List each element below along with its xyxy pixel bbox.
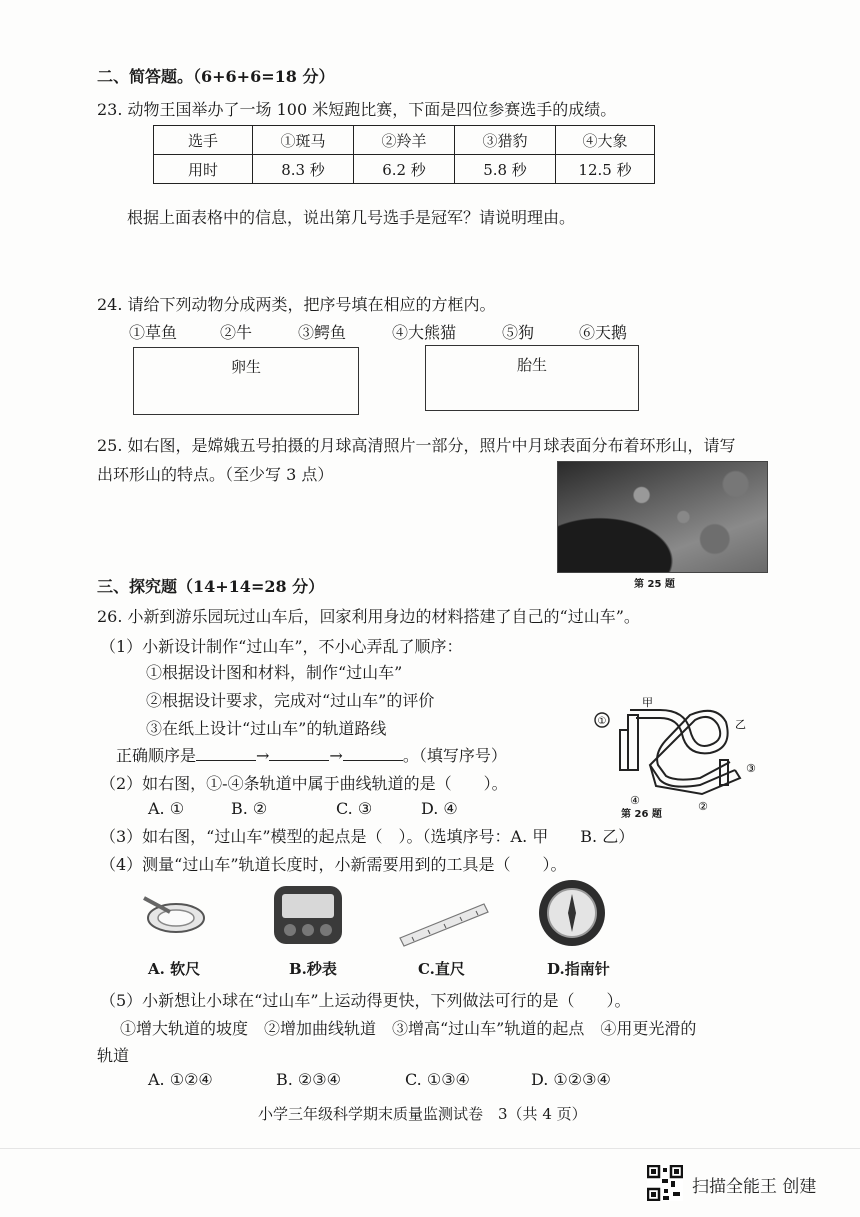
table-cell: ①斑马 [253,126,354,155]
order-blank-1[interactable] [196,746,256,761]
tool-b-label: B.秒表 [289,960,337,978]
table-cell: ③猎豹 [455,126,556,155]
table-cell: 6.2 秒 [354,155,455,184]
stopwatch-image [272,884,344,946]
q26-p2-option-d: D. ④ [421,799,458,818]
q26-step-3: ③在纸上设计“过山车”的轨道路线 [146,719,387,738]
order-hint: 。（填写序号） [402,746,507,765]
ruler-image [398,900,490,948]
figure-label-2: ② [698,800,708,813]
qr-code-icon [647,1165,683,1201]
q24-animal: ②牛 [220,323,253,342]
q26-part-1: （1）小新设计制作“过山车”，不小心弄乱了顺序： [100,637,463,656]
oviparous-answer-box[interactable] [133,347,359,415]
page-bottom-divider [0,1148,860,1149]
table-cell: 选手 [154,126,253,155]
section-2-heading: 二、简答题。（6+6+6=18 分） [97,67,335,86]
q23-prompt: 根据上面表格中的信息，说出第几号选手是冠军？请说明理由。 [127,208,576,227]
tape-measure-image [140,888,208,938]
figure-label-3: ③ [746,762,756,775]
q24-animal: ①草鱼 [129,323,178,342]
roller-coaster-figure [590,690,770,830]
tool-a-label: A. 软尺 [148,960,201,978]
q24-animal: ③鳄鱼 [298,323,347,342]
q26-p5-option-c: C. ①③④ [405,1070,470,1089]
q26-intro: 26. 小新到游乐园玩过山车后，回家利用身边的材料搭建了自己的“过山车”。 [97,607,640,626]
watermark-text: 扫描全能王 创建 [692,1177,817,1197]
q26-step-1: ①根据设计图和材料，制作“过山车” [146,663,403,682]
q26-p5-methods-cont: 轨道 [97,1046,130,1065]
oviparous-label: 卵生 [230,358,261,376]
q26-part-3: （3）如右图，“过山车”模型的起点是（ ）。（选填序号：A. 甲 B. 乙） [100,827,635,846]
table-cell: 5.8 秒 [455,155,556,184]
q24-animal: ⑥天鹅 [579,323,628,342]
table-cell: 8.3 秒 [253,155,354,184]
table-cell: 用时 [154,155,253,184]
figure-label-4: ④ [630,794,640,807]
order-label: 正确顺序是 [116,746,197,765]
q26-part-5: （5）小新想让小球在“过山车”上运动得更快，下列做法可行的是（ ）。 [100,991,631,1010]
order-blank-3[interactable] [343,746,403,761]
q24-animal: ④大熊猫 [392,323,457,342]
q25-line-1: 25. 如右图，是嫦娥五号拍摄的月球高清照片一部分，照片中月球表面分布着环形山，请写 [97,436,736,455]
q26-p5-option-b: B. ②③④ [276,1070,341,1089]
section-3-heading: 三、探究题（14+14=28 分） [97,577,325,596]
order-arrow: → [329,746,343,765]
q23-score-table [153,125,655,184]
figure-label-jia: 甲 [642,696,653,709]
pillar [628,715,638,770]
tool-c-label: C.直尺 [418,960,465,978]
q24-text: 24. 请给下列动物分成两类，把序号填在相应的方框内。 [97,295,496,314]
q26-step-2: ②根据设计要求，完成对“过山车”的评价 [146,691,435,710]
q26-p5-methods: ①增大轨道的坡度 ②增加曲线轨道 ③增高“过山车”轨道的起点 ④用更光滑的 [120,1019,697,1038]
q26-p2-option-b: B. ② [231,799,268,818]
page-footer: 小学三年级科学期末质量监测试卷 3（共 4 页） [258,1105,587,1123]
table-row [154,155,655,184]
q26-figure-caption: 第 26 题 [621,809,662,820]
table-cell: 12.5 秒 [556,155,655,184]
table-row [154,126,655,155]
tool-d-label: D.指南针 [547,960,610,978]
q26-p5-option-d: D. ①②③④ [531,1070,611,1089]
table-cell: ④大象 [556,126,655,155]
q26-part-4: （4）测量“过山车”轨道长度时，小新需要用到的工具是（ ）。 [100,855,567,874]
order-arrow: → [256,746,270,765]
q24-animal: ⑤狗 [502,323,535,342]
q26-part-2: （2）如右图，①-④条轨道中属于曲线轨道的是（ ）。 [100,774,508,793]
q26-p5-option-a: A. ①②④ [148,1070,213,1089]
figure-label-yi: 乙 [735,718,746,731]
q26-p2-option-c: C. ③ [336,799,373,818]
pillar [620,730,628,770]
viviparous-label: 胎生 [516,356,547,374]
q26-p2-option-a: A. ① [148,799,185,818]
compass-image [537,876,607,950]
q23-text: 23. 动物王国举办了一场 100 米短跑比赛，下面是四位参赛选手的成绩。 [97,100,617,119]
order-blank-2[interactable] [269,746,329,761]
viviparous-answer-box[interactable] [425,345,639,411]
figure-label-1: ① [597,716,607,727]
q26-order-line [116,743,507,766]
q25-caption: 第 25 题 [634,579,675,590]
moon-surface-photo [557,461,768,573]
q25-line-2: 出环形山的特点。（至少写 3 点） [97,465,334,484]
table-cell: ②羚羊 [354,126,455,155]
